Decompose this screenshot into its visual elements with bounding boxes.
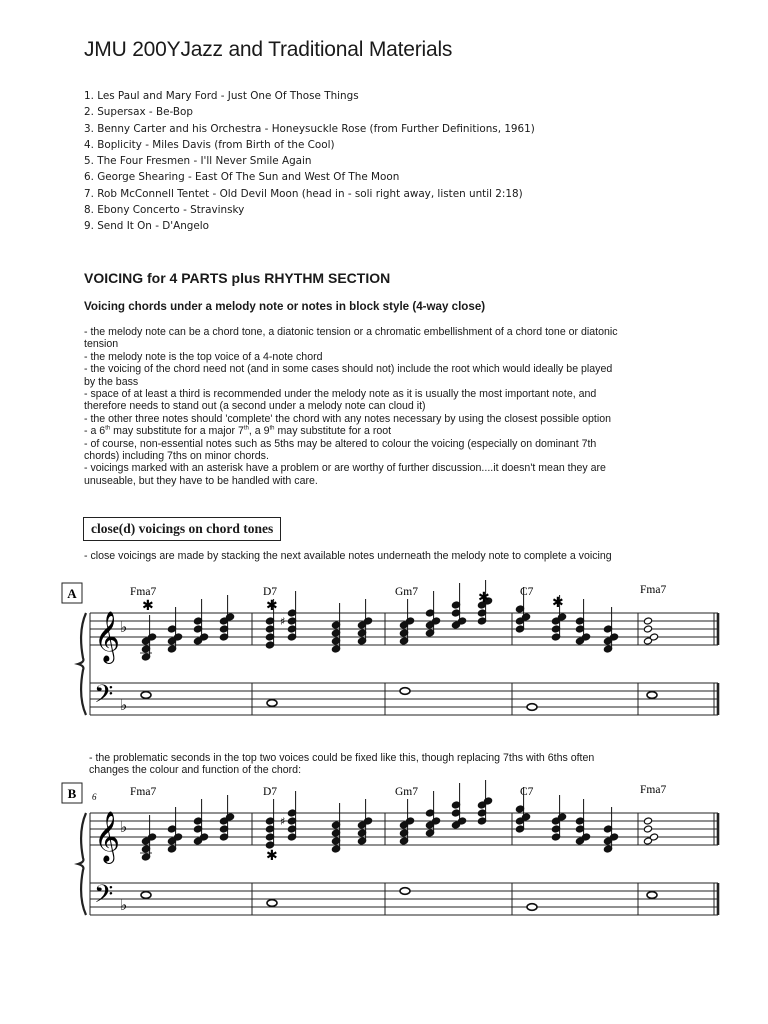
superscript: th [269,425,275,432]
note-head [649,633,658,641]
chord-symbol: Fma7 [130,586,157,598]
sharp-icon: ♯ [280,615,286,628]
list-item: 6. George Shearing - East Of The Sun and West Of The Moon [84,171,400,184]
list-item: 5. The Four Fresmen - I'll Never Smile Again [84,155,312,168]
rule-fragment: may substitute for a root [274,425,392,438]
asterisk-icon: ✱ [478,590,490,606]
note-head [457,617,466,625]
rule-text: - voicings marked with an asterisk have a problem or are worthy of further discussion....it doesn't mean they are unuseable, but they have to be handled with care. [84,462,606,487]
note-head [431,617,440,625]
asterisk-icon: ✱ [552,595,564,611]
treble-clef-icon: 𝄞 [94,811,121,862]
list-item: 8. Ebony Concerto - Stravinsky [84,204,245,217]
voicing-rules [84,326,624,487]
chord-symbol: Fma7 [640,584,667,596]
bass-note-head [647,692,657,699]
rule-fragment: may substitute for a major 7 [110,425,244,438]
note-head [199,833,208,841]
list-item: 2. Supersax - Be-Bop [84,106,193,119]
note-head [431,817,440,825]
list-item: 7. Rob McConnell Tentet - Old Devil Moon (head in - soli right away, listen until 2:18) [84,187,523,200]
sharp-icon: ♯ [280,815,286,828]
note-head [581,833,590,841]
bass-clef-icon: 𝄢 [94,880,114,915]
brace [78,813,86,915]
note-head [581,633,590,641]
chord-symbol: Fma7 [640,784,667,796]
section-heading: VOICING for 4 PARTS plus RHYTHM SECTION [84,270,391,286]
list-item: 4. Boplicity - Miles Davis (from Birth of the Cool) [84,138,335,151]
bass-note-head [647,892,657,899]
note-head [147,833,156,841]
note-head [557,813,566,821]
rule-fragment: - a 6 [84,425,106,438]
note-head [483,797,492,805]
example-label: A [67,586,77,601]
rule-text: - of course, non-essential notes such as 5ths may be altered to colour the voicing (especially on dominant 7th chords) including 7ths on minor chords. [84,437,597,463]
note-head [521,613,530,621]
treble-clef-icon: 𝄞 [94,611,121,662]
note-head [363,817,372,825]
superscript: th [243,425,249,432]
flat-key-icon: ♭ [120,696,128,714]
chord-symbol: C7 [520,786,534,798]
asterisk-icon: ✱ [142,598,154,614]
rule-text: - the melody note can be a chord tone, a diatonic tension or a chromatic embellishment of a chord tone or diatonic tension [84,326,618,351]
chord-symbol: Fma7 [130,786,157,798]
flat-key-icon: ♭ [120,896,128,914]
bass-clef-icon: 𝄢 [94,680,114,715]
rule-fragment: , a 9 [248,425,270,438]
measure-number: 6 [92,792,97,802]
fix-note: - the problematic seconds in the top two voices could be fixed like this, though replacing 7ths with 6ths often changes the colour and function of the chord: [89,752,595,777]
asterisk-icon: ✱ [266,848,278,864]
example-label: B [67,786,77,801]
brace [78,613,86,715]
sub-heading: Voicing chords under a melody note or notes in block style (4-way close) [84,300,486,313]
note-head [225,613,234,621]
rule-text: - the melody note is the top voice of a 4-note chord [84,350,323,363]
chord-symbol: Gm7 [395,586,418,598]
closed-voicings-note: - close voicings are made by stacking the next available notes underneath the melody note to complete a voicing [84,550,612,562]
note-head [405,617,414,625]
note-head [147,633,156,641]
closed-voicings-box: close(d) voicings on chord tones [83,517,281,541]
note-head [557,613,566,621]
asterisk-icon: ✱ [266,598,278,614]
bass-note-head [141,892,151,899]
chord-symbol: D7 [263,586,278,598]
bass-note-head [267,700,277,707]
rule-text: - the other three notes should 'complete' the chord with any notes necessary by using the closest possible option [84,412,611,425]
score-example-a [0,580,768,730]
note-head [643,825,652,833]
note-head [173,633,182,641]
note-head [649,833,658,841]
note-head [643,617,652,625]
note-head [609,833,618,841]
note-head [609,633,618,641]
note-head [173,833,182,841]
chord-symbol: C7 [520,586,534,598]
note-head [363,617,372,625]
bass-note-head [400,688,410,695]
note-head [457,817,466,825]
score-example-b [0,780,768,930]
flat-key-icon: ♭ [120,818,128,836]
superscript: th [105,425,111,432]
bass-note-head [141,692,151,699]
note-head [199,633,208,641]
note-head [643,625,652,633]
chord-symbol: Gm7 [395,786,418,798]
note-head [521,813,530,821]
bass-note-head [527,904,537,911]
rule-text: - the voicing of the chord need not (and in some cases should not) include the root which would ideally be played by the bass [84,363,613,388]
bass-note-head [267,900,277,907]
flat-key-icon: ♭ [120,618,128,636]
rule-text [84,425,624,437]
list-item: 3. Benny Carter and his Orchestra - Honeysuckle Rose (from Further Definitions, 1961) [84,122,535,135]
bass-note-head [400,888,410,895]
note-head [643,817,652,825]
listening-list [84,88,535,235]
chord-symbol: D7 [263,786,278,798]
note-head [225,813,234,821]
note-head [405,817,414,825]
page-title: JMU 200YJazz and Traditional Materials [84,38,453,61]
bass-note-head [527,704,537,711]
list-item: 9. Send It On - D'Angelo [84,220,210,233]
list-item: 1. Les Paul and Mary Ford - Just One Of Those Things [84,90,359,102]
rule-text: - space of at least a third is recommended under the melody note as it is usually the most important note, and therefore needs to stand out (a second under a melody note can cloud it) [84,388,597,413]
